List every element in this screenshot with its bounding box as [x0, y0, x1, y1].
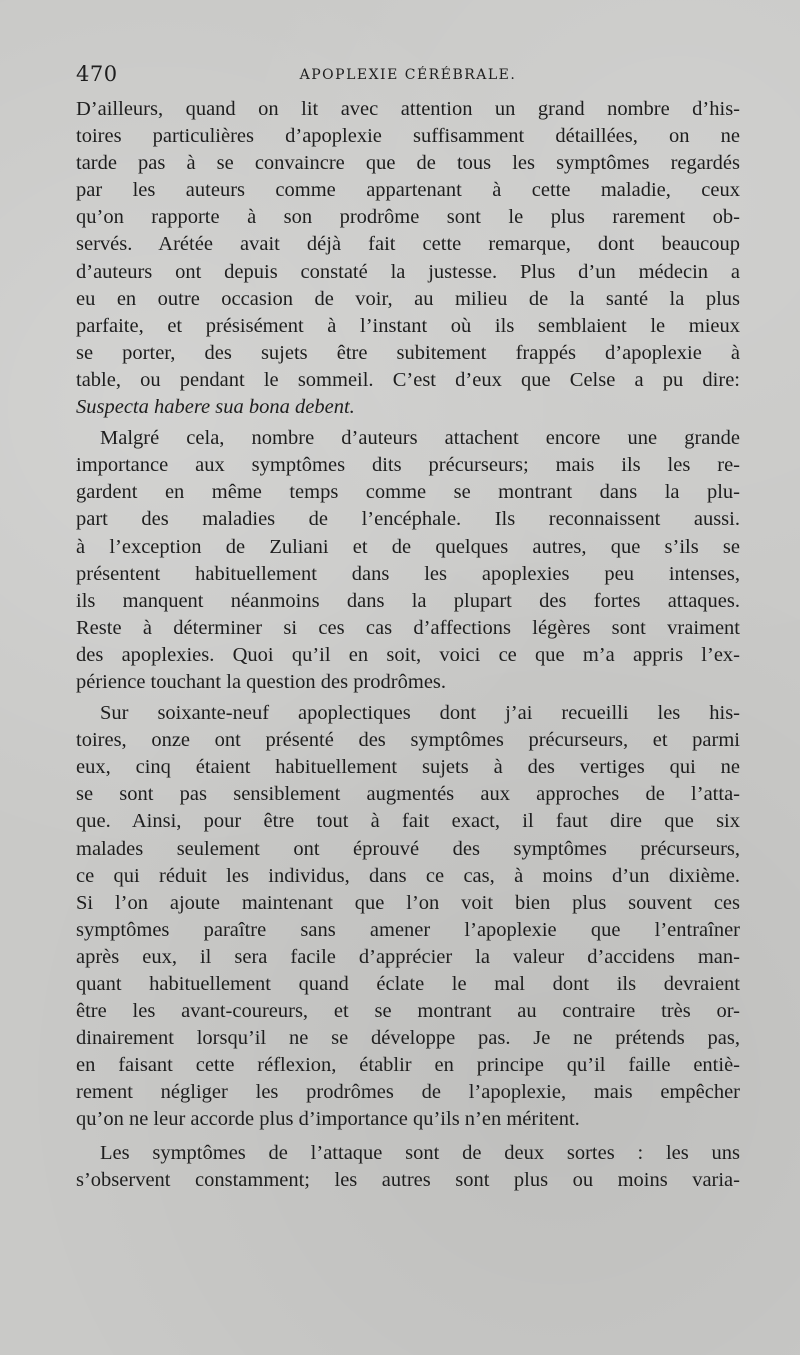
text-line: tarde pas à se convaincre que de tous les symptômes regardés — [76, 152, 740, 175]
text-line: se porter, des sujets être subitement frappés d’apoplexie à — [76, 341, 740, 364]
text-line: Les symptômes de l’attaque sont de deux sortes : les uns — [100, 1141, 740, 1164]
text-line: ils manquent néanmoins dans la plupart des fortes attaques. — [76, 589, 740, 612]
text-line: eux, cinq étaient habituellement sujets à des vertiges qui ne — [76, 756, 740, 779]
text-line: s’observent constamment; les autres sont plus ou moins varia- — [76, 1168, 740, 1191]
text-line: être les avant-coureurs, et se montrant au contraire très or- — [76, 1000, 740, 1023]
text-line: importance aux symptômes dits précurseurs; mais ils les re- — [76, 454, 740, 477]
text-line: gardent en même temps comme se montrant dans la plu- — [76, 481, 740, 504]
text-line: quant habituellement quand éclate le mal dont ils devraient — [76, 973, 740, 995]
text-line: symptômes paraître sans amener l’apoplexie que l’entraîner — [76, 918, 740, 941]
text-line: qu’on ne leur accorde plus d’importance qu’ils n’en méritent. — [76, 1108, 580, 1131]
text-line: D’ailleurs, quand on lit avec attention un grand nombre d’his- — [76, 98, 740, 120]
text-line: malades seulement ont éprouvé des symptômes précurseurs, — [76, 837, 740, 860]
running-head: APOPLEXIE CÉRÉBRALE. — [299, 67, 517, 83]
paragraph — [76, 700, 740, 1134]
text-line: Malgré cela, nombre d’auteurs attachent encore une grande — [100, 427, 740, 450]
text-line: périence touchant la question des prodrômes. — [76, 670, 447, 693]
text-line: en faisant cette réflexion, établir en principe qu’il faille entiè- — [76, 1054, 740, 1077]
latin-quote: Suspecta habere sua bona debent. — [76, 396, 355, 419]
text-line: table, ou pendant le sommeil. C’est d’eux que Celse a pu dire: — [76, 368, 740, 391]
paragraph — [76, 1140, 740, 1194]
text-line: eu en outre occasion de voir, au milieu de la santé la plus — [76, 287, 740, 310]
text-line: part des maladies de l’encéphale. Ils reconnaissent aussi. — [76, 508, 740, 531]
book-page — [76, 62, 740, 1194]
text-line: après eux, il sera facile d’apprécier la valeur d’accidens man- — [76, 945, 740, 968]
text-line: présentent habituellement dans les apoplexies peu intenses, — [76, 562, 740, 585]
text-line: d’auteurs ont depuis constaté la justesse. Plus d’un médecin a — [76, 260, 740, 283]
text-line: ce qui réduit les individus, dans ce cas, à moins d’un dixième. — [76, 864, 740, 887]
paragraph — [76, 425, 740, 696]
text-line: Reste à déterminer si ces cas d’affections légères sont vraiment — [76, 616, 740, 639]
text-line: toires, onze ont présenté des symptômes précurseurs, et parmi — [76, 729, 740, 752]
text-line: Sur soixante-neuf apoplectiques dont j’ai recueilli les his- — [100, 702, 740, 725]
text-line: à l’exception de Zuliani et de quelques autres, que s’ils se — [76, 535, 740, 558]
text-line: rement négliger les prodrômes de l’apoplexie, mais empêcher — [76, 1081, 740, 1104]
text-line: dinairement lorsqu’il ne se développe pas. Je ne prétends pas, — [76, 1027, 740, 1050]
text-line: qu’on rapporte à son prodrôme sont le plus rarement ob- — [76, 206, 740, 229]
page-number: 470 — [76, 62, 118, 86]
text-line: Si l’on ajoute maintenant que l’on voit bien plus souvent ces — [76, 891, 740, 914]
text-line: des apoplexies. Quoi qu’il en soit, voici ce que m’a appris l’ex- — [76, 643, 740, 666]
body-text — [76, 96, 740, 1194]
text-line: que. Ainsi, pour être tout à fait exact, il faut dire que six — [76, 810, 740, 833]
text-line: par les auteurs comme appartenant à cette maladie, ceux — [76, 179, 740, 202]
paragraph — [76, 96, 740, 421]
text-line: servés. Arétée avait déjà fait cette remarque, dont beaucoup — [76, 233, 740, 256]
text-line: toires particulières d’apoplexie suffisamment détaillées, on ne — [76, 125, 740, 148]
page-header — [76, 62, 740, 92]
text-line: parfaite, et présisément à l’instant où ils semblaient le mieux — [76, 314, 740, 337]
text-line: se sont pas sensiblement augmentés aux approches de l’atta- — [76, 783, 740, 806]
